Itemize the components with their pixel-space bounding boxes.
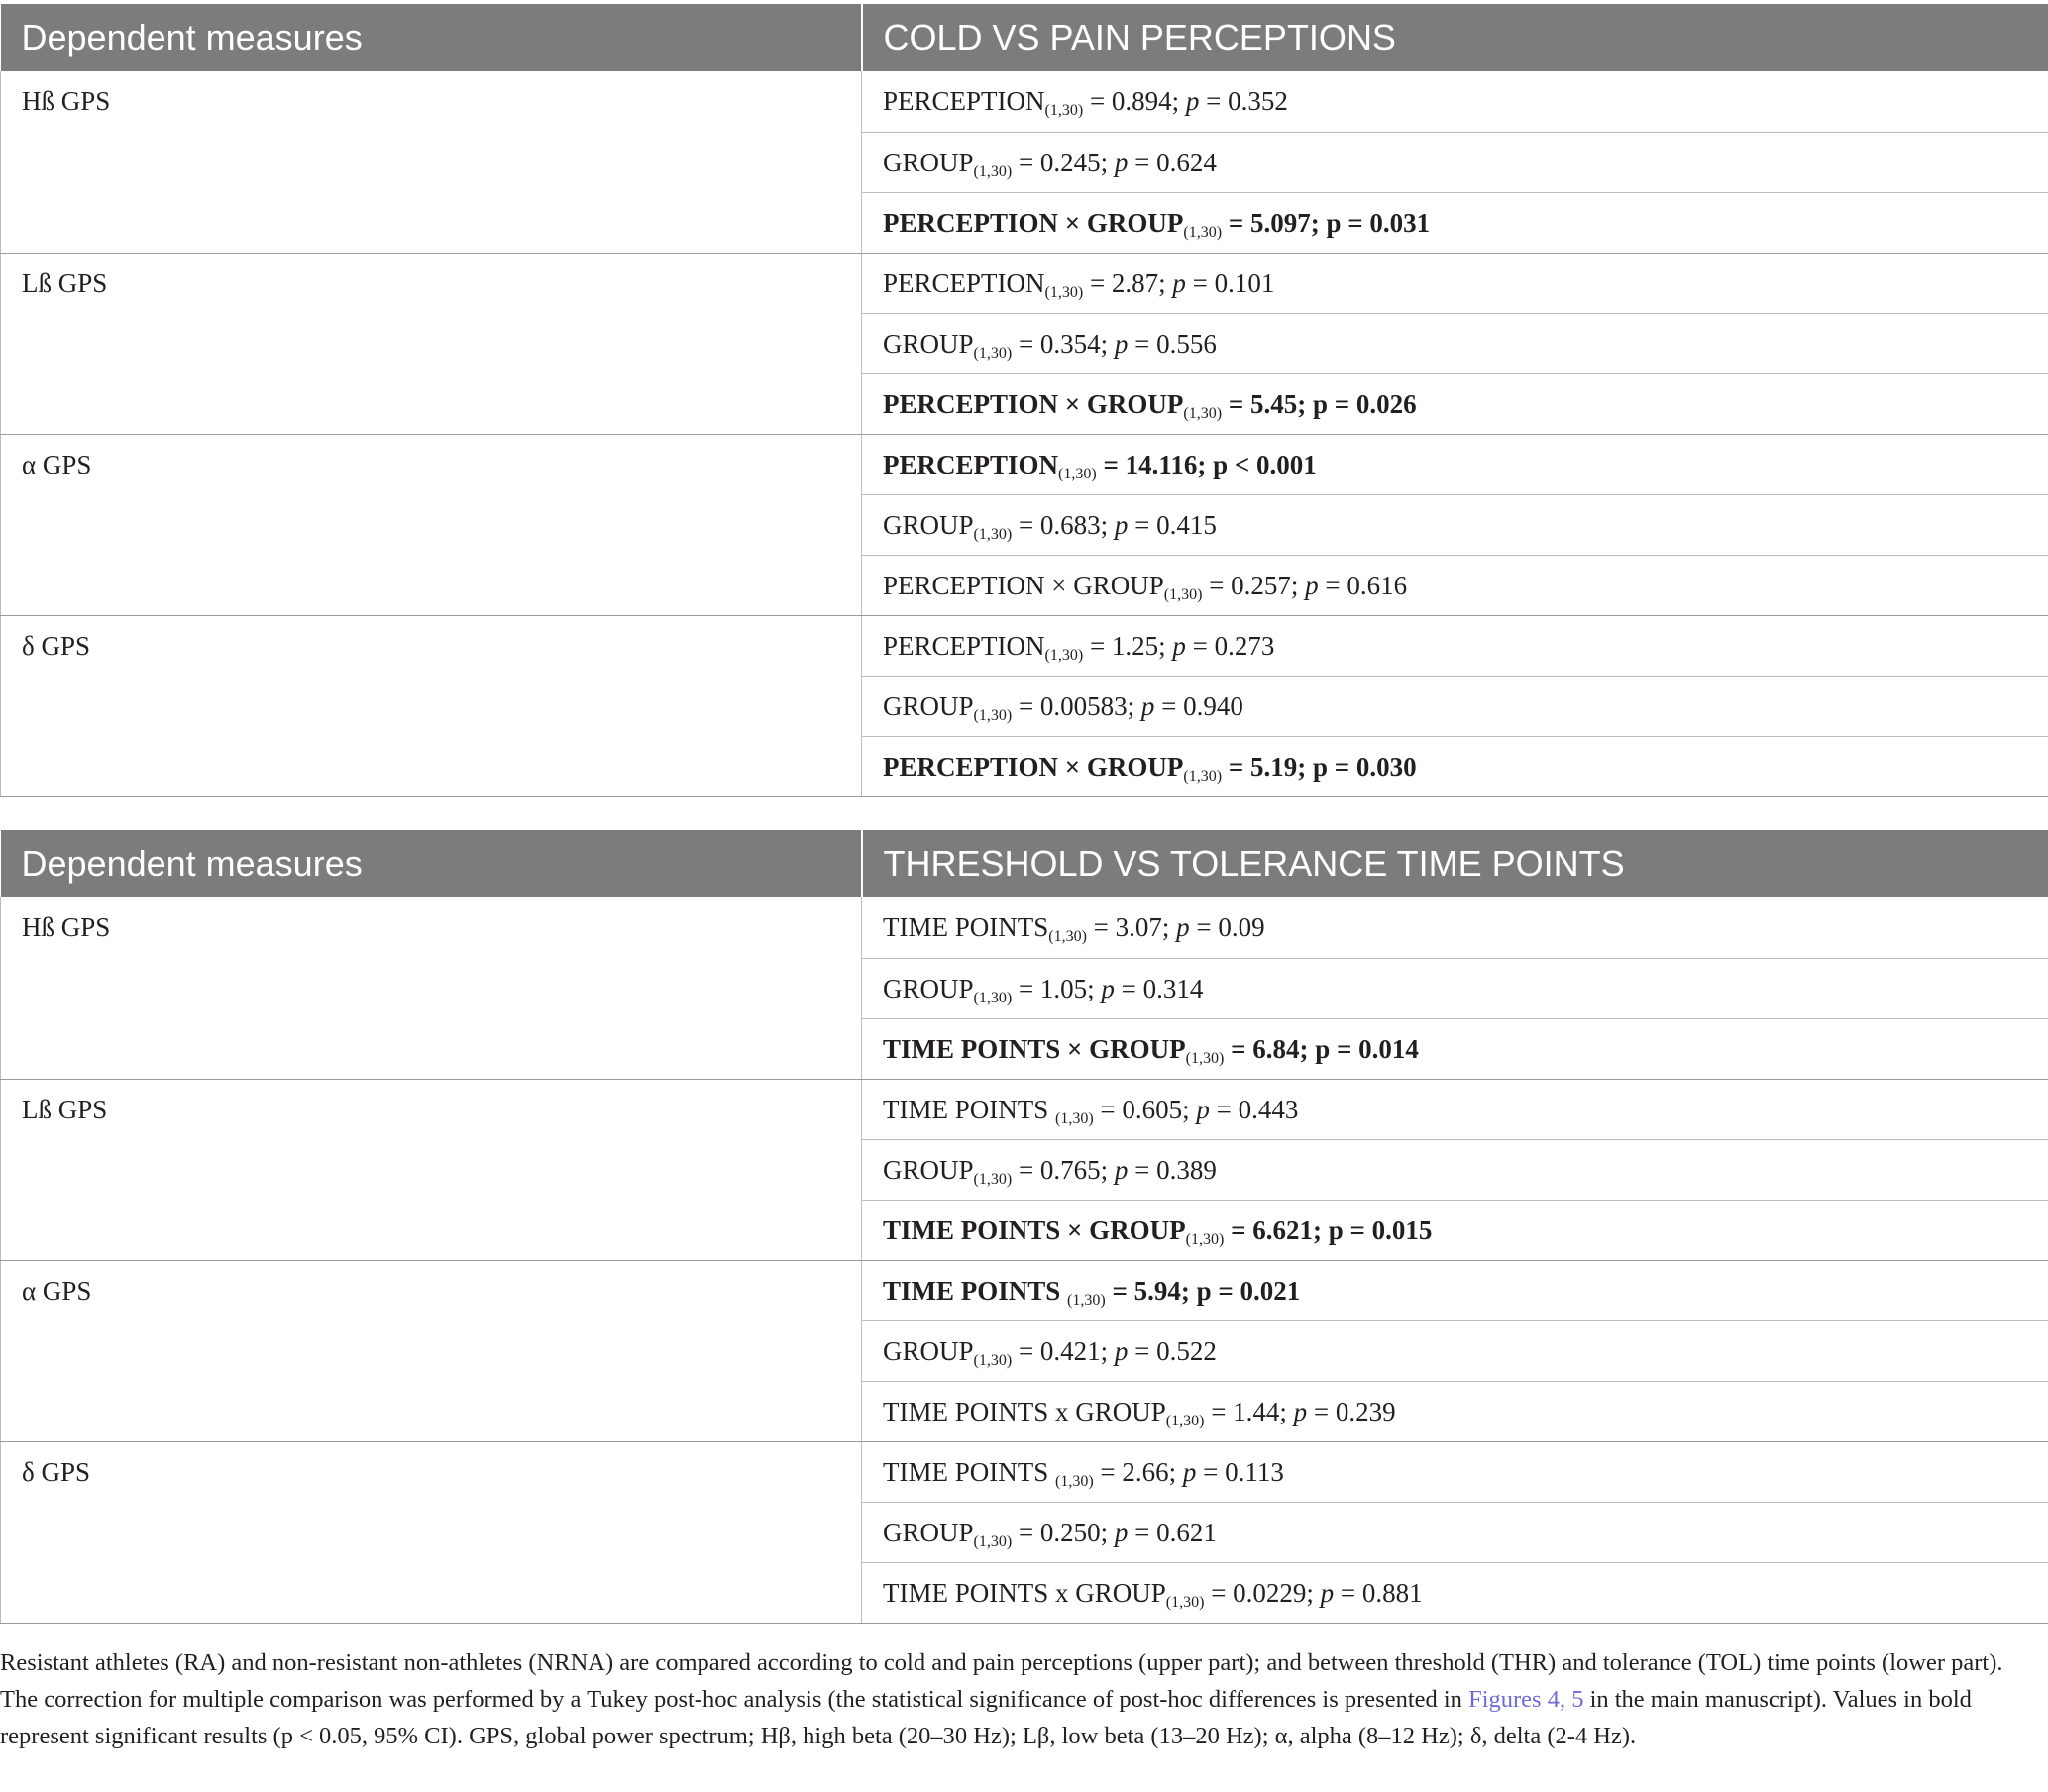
p-value: = 0.273 xyxy=(1185,630,1275,661)
p-value: = 0.556 xyxy=(1128,328,1217,359)
effect-label: GROUP xyxy=(883,973,974,1003)
table-row xyxy=(1,1441,2048,1502)
p-label: p xyxy=(1320,1577,1335,1608)
statistic-cell xyxy=(862,494,2048,555)
p-label: p xyxy=(1114,147,1129,177)
header-cold-vs-pain: COLD VS PAIN PERCEPTIONS xyxy=(862,4,2048,71)
degrees-of-freedom: (1,30) xyxy=(1055,1472,1094,1490)
degrees-of-freedom: (1,30) xyxy=(1058,465,1097,482)
degrees-of-freedom: (1,30) xyxy=(1165,1593,1205,1611)
dependent-measure-cell: Lß GPS xyxy=(1,1079,862,1260)
effect-label: GROUP xyxy=(883,690,974,721)
degrees-of-freedom: (1,30) xyxy=(973,525,1013,543)
f-statistic: = 2.66; xyxy=(1093,1456,1183,1487)
table-footnote xyxy=(0,1644,2031,1754)
table-cold-vs-pain xyxy=(0,4,2048,797)
p-label: p xyxy=(1185,86,1200,116)
p-value: = 0.352 xyxy=(1199,86,1288,116)
f-statistic: = 5.45; xyxy=(1222,388,1313,419)
effect-label: GROUP xyxy=(883,1154,974,1185)
effect-label: GROUP xyxy=(883,1335,974,1366)
dependent-measure-cell: Hß GPS xyxy=(1,897,862,1079)
p-value: = 0.030 xyxy=(1327,751,1417,782)
p-label: p xyxy=(1315,1033,1331,1064)
f-statistic: = 0.245; xyxy=(1012,147,1115,177)
f-statistic: = 0.605; xyxy=(1093,1094,1197,1124)
effect-label: PERCEPTION xyxy=(883,267,1045,298)
p-value: = 0.881 xyxy=(1334,1577,1423,1608)
p-label: p xyxy=(1172,630,1186,661)
effect-label: PERCEPTION xyxy=(883,630,1045,661)
table-row xyxy=(1,253,2048,313)
statistic-cell xyxy=(862,676,2048,736)
p-value: = 0.522 xyxy=(1128,1335,1217,1366)
degrees-of-freedom: (1,30) xyxy=(1185,1049,1225,1067)
dependent-measure-cell: Lß GPS xyxy=(1,253,862,434)
p-label: p xyxy=(1196,1094,1210,1124)
statistic-cell xyxy=(862,1381,2048,1441)
statistic-cell xyxy=(862,897,2048,958)
table-row xyxy=(1,1079,2048,1139)
statistic-cell xyxy=(862,1139,2048,1200)
effect-label: PERCEPTION × GROUP xyxy=(883,570,1164,600)
f-statistic: = 1.05; xyxy=(1012,973,1102,1003)
degrees-of-freedom: (1,30) xyxy=(1044,283,1084,301)
effect-label: PERCEPTION × GROUP xyxy=(883,207,1184,238)
footnote-text-after: in the main manuscript). Values in bold represent significant results (p < 0.05, 95% CI). GPS, global power spectrum; Hβ, high beta (20–30 Hz); Lβ, low beta (13–20 Hz); α, alpha (8–12 Hz); δ, delta (2-4 Hz). xyxy=(0,1686,1972,1749)
p-value: = 0.940 xyxy=(1154,690,1243,721)
degrees-of-freedom: (1,30) xyxy=(1183,223,1223,241)
p-label: p xyxy=(1312,388,1328,419)
statistic-cell xyxy=(862,1079,2048,1139)
dependent-measure-cell: δ GPS xyxy=(1,1441,862,1623)
degrees-of-freedom: (1,30) xyxy=(973,1170,1013,1188)
degrees-of-freedom: (1,30) xyxy=(1044,646,1084,664)
degrees-of-freedom: (1,30) xyxy=(973,706,1013,724)
header-threshold-vs-tolerance: THRESHOLD VS TOLERANCE TIME POINTS xyxy=(862,830,2048,897)
effect-label: GROUP xyxy=(883,1517,974,1547)
p-value: < 0.001 xyxy=(1228,449,1317,479)
statistic-cell xyxy=(862,132,2048,192)
statistic-cell xyxy=(862,373,2048,434)
table-row xyxy=(1,1260,2048,1320)
degrees-of-freedom: (1,30) xyxy=(973,1532,1013,1550)
table-row xyxy=(1,897,2048,958)
f-statistic: = 5.097; xyxy=(1222,207,1327,238)
statistic-cell xyxy=(862,1441,2048,1502)
degrees-of-freedom: (1,30) xyxy=(1044,102,1084,119)
p-label: p xyxy=(1196,1275,1212,1306)
p-label: p xyxy=(1114,1335,1129,1366)
degrees-of-freedom: (1,30) xyxy=(1183,767,1223,785)
degrees-of-freedom: (1,30) xyxy=(1163,585,1203,603)
p-value: = 0.021 xyxy=(1211,1275,1301,1306)
dependent-measure-cell: α GPS xyxy=(1,1260,862,1441)
p-label: p xyxy=(1312,751,1328,782)
f-statistic: = 0.683; xyxy=(1012,509,1115,540)
f-statistic: = 0.354; xyxy=(1012,328,1115,359)
statistic-cell xyxy=(862,71,2048,132)
statistic-cell xyxy=(862,555,2048,615)
p-label: p xyxy=(1305,570,1319,600)
effect-label: TIME POINTS x GROUP xyxy=(883,1577,1166,1608)
degrees-of-freedom: (1,30) xyxy=(973,989,1013,1006)
table-header-row xyxy=(1,4,2048,71)
p-value: = 0.621 xyxy=(1128,1517,1217,1547)
table-row xyxy=(1,434,2048,494)
table-body xyxy=(1,71,2048,796)
effect-label: PERCEPTION × GROUP xyxy=(883,751,1184,782)
degrees-of-freedom: (1,30) xyxy=(973,162,1013,180)
effect-label: PERCEPTION xyxy=(883,449,1059,479)
figures-link[interactable]: Figures 4, 5 xyxy=(1468,1686,1584,1713)
effect-label: TIME POINTS xyxy=(883,1275,1068,1306)
statistic-cell xyxy=(862,1018,2048,1079)
p-value: = 0.026 xyxy=(1327,388,1417,419)
table-row xyxy=(1,71,2048,132)
statistic-cell xyxy=(862,615,2048,676)
header-dependent-measures: Dependent measures xyxy=(1,4,862,71)
f-statistic: = 1.44; xyxy=(1204,1396,1294,1426)
footnote-text-before: Resistant athletes (RA) and non-resistant non-athletes (NRNA) are compared according to cold and pain perceptions (upper part); and between threshold (THR) and tolerance (TOL) time points (lower part). The correction for multiple comparison was performed by a Tukey post-hoc analysis (the statistical significance of post-hoc differences is presented in xyxy=(0,1649,2003,1713)
effect-label: GROUP xyxy=(883,147,974,177)
dependent-measure-cell: Hß GPS xyxy=(1,71,862,253)
p-value: = 0.113 xyxy=(1196,1456,1284,1487)
table-header-row xyxy=(1,830,2048,897)
p-label: p xyxy=(1293,1396,1308,1426)
p-value: = 0.389 xyxy=(1128,1154,1217,1185)
p-label: p xyxy=(1328,1214,1344,1245)
p-value: = 0.031 xyxy=(1341,207,1431,238)
f-statistic: = 3.07; xyxy=(1086,912,1177,942)
effect-label: TIME POINTS × GROUP xyxy=(883,1033,1186,1064)
f-statistic: = 5.94; xyxy=(1105,1275,1197,1306)
f-statistic: = 0.421; xyxy=(1012,1335,1115,1366)
f-statistic: = 0.257; xyxy=(1202,570,1306,600)
p-label: p xyxy=(1101,973,1115,1003)
p-label: p xyxy=(1176,912,1190,942)
f-statistic: = 2.87; xyxy=(1083,267,1173,298)
p-value: = 0.616 xyxy=(1318,570,1408,600)
statistic-cell xyxy=(862,1320,2048,1381)
dependent-measure-cell: α GPS xyxy=(1,434,862,615)
p-label: p xyxy=(1114,1154,1129,1185)
f-statistic: = 0.250; xyxy=(1012,1517,1115,1547)
p-label: p xyxy=(1114,509,1129,540)
f-statistic: = 14.116; xyxy=(1096,449,1214,479)
table-threshold-vs-tolerance xyxy=(0,830,2048,1624)
p-value: = 0.239 xyxy=(1307,1396,1396,1426)
statistic-cell xyxy=(862,1260,2048,1320)
p-value: = 0.09 xyxy=(1189,912,1265,942)
statistic-cell xyxy=(862,1562,2048,1623)
f-statistic: = 6.621; xyxy=(1224,1214,1329,1245)
degrees-of-freedom: (1,30) xyxy=(973,344,1013,362)
effect-label: GROUP xyxy=(883,328,974,359)
p-label: p xyxy=(1114,328,1129,359)
p-label: p xyxy=(1140,690,1155,721)
f-statistic: = 1.25; xyxy=(1083,630,1173,661)
f-statistic: = 5.19; xyxy=(1222,751,1313,782)
degrees-of-freedom: (1,30) xyxy=(1185,1230,1225,1248)
effect-label: TIME POINTS xyxy=(883,1094,1055,1124)
effect-label: GROUP xyxy=(883,509,974,540)
statistic-cell xyxy=(862,192,2048,253)
degrees-of-freedom: (1,30) xyxy=(1048,928,1087,945)
p-label: p xyxy=(1326,207,1342,238)
p-value: = 0.443 xyxy=(1209,1094,1299,1124)
degrees-of-freedom: (1,30) xyxy=(1165,1412,1205,1429)
degrees-of-freedom: (1,30) xyxy=(1183,404,1223,422)
effect-label: TIME POINTS xyxy=(883,1456,1055,1487)
degrees-of-freedom: (1,30) xyxy=(1055,1109,1094,1127)
f-statistic: = 0.0229; xyxy=(1204,1577,1321,1608)
p-value: = 0.415 xyxy=(1128,509,1217,540)
statistic-cell xyxy=(862,958,2048,1018)
p-value: = 0.101 xyxy=(1185,267,1275,298)
p-label: p xyxy=(1213,449,1229,479)
statistic-cell xyxy=(862,736,2048,796)
effect-label: TIME POINTS × GROUP xyxy=(883,1214,1186,1245)
f-statistic: = 0.00583; xyxy=(1012,690,1141,721)
statistic-cell xyxy=(862,434,2048,494)
dependent-measure-cell: δ GPS xyxy=(1,615,862,796)
table-body xyxy=(1,897,2048,1623)
effect-label: PERCEPTION xyxy=(883,86,1045,116)
statistic-cell xyxy=(862,1502,2048,1562)
degrees-of-freedom: (1,30) xyxy=(973,1351,1013,1369)
effect-label: TIME POINTS xyxy=(883,912,1049,942)
p-label: p xyxy=(1114,1517,1129,1547)
statistic-cell xyxy=(862,1200,2048,1260)
p-value: = 0.014 xyxy=(1330,1033,1419,1064)
f-statistic: = 6.84; xyxy=(1224,1033,1316,1064)
f-statistic: = 0.894; xyxy=(1083,86,1186,116)
statistic-cell xyxy=(862,313,2048,373)
effect-label: PERCEPTION × GROUP xyxy=(883,388,1184,419)
p-value: = 0.015 xyxy=(1343,1214,1433,1245)
p-value: = 0.314 xyxy=(1114,973,1204,1003)
f-statistic: = 0.765; xyxy=(1012,1154,1115,1185)
p-label: p xyxy=(1182,1456,1197,1487)
table-row xyxy=(1,615,2048,676)
degrees-of-freedom: (1,30) xyxy=(1067,1291,1106,1309)
p-label: p xyxy=(1172,267,1186,298)
header-dependent-measures: Dependent measures xyxy=(1,830,862,897)
p-value: = 0.624 xyxy=(1128,147,1217,177)
effect-label: TIME POINTS x GROUP xyxy=(883,1396,1166,1426)
statistic-cell xyxy=(862,253,2048,313)
